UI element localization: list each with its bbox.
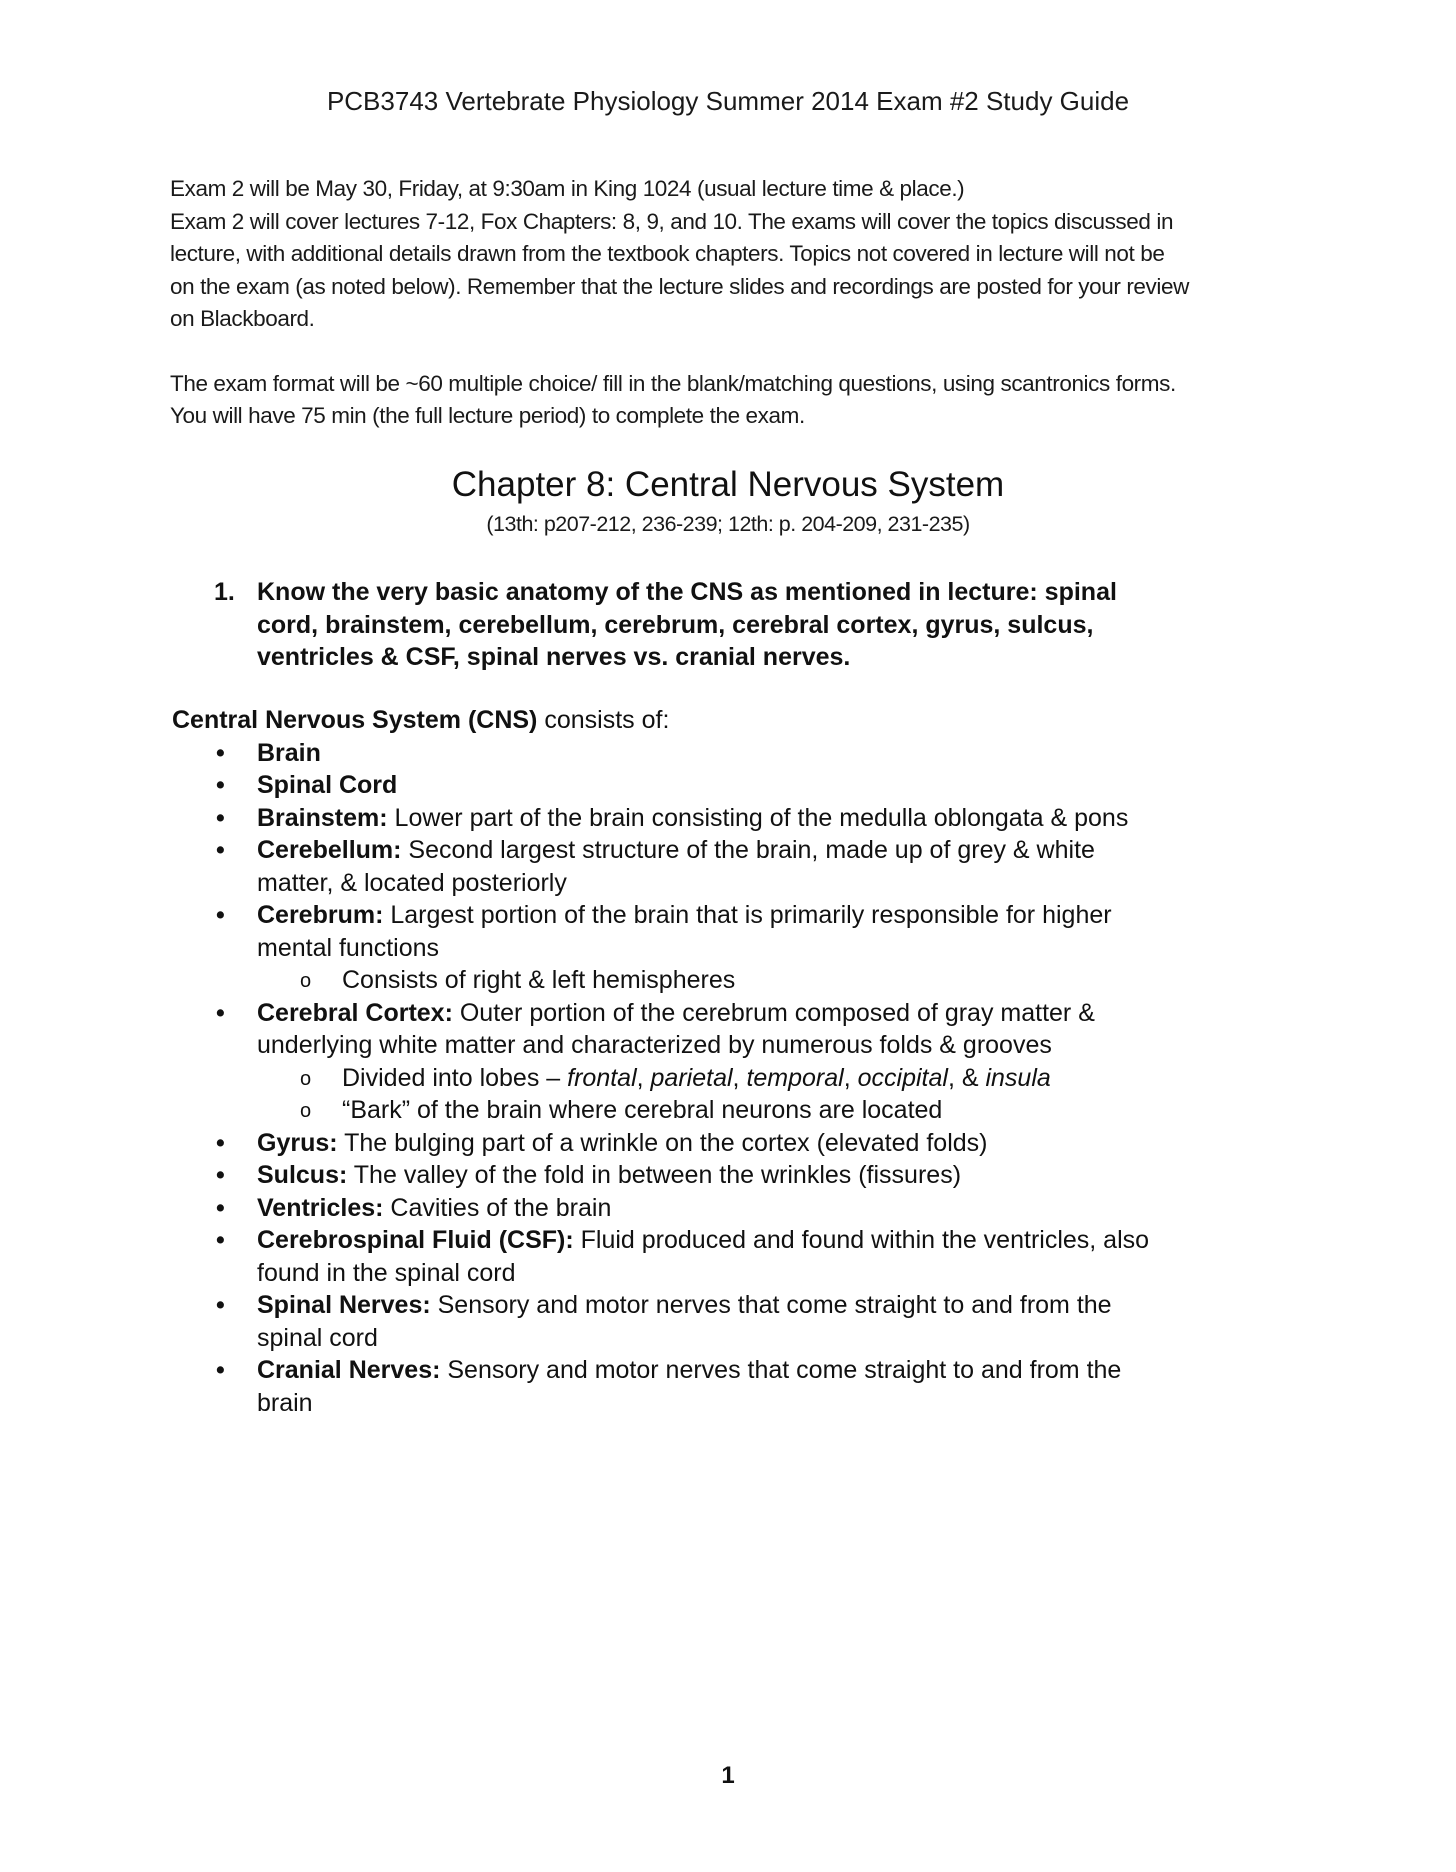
bullet-icon: •: [216, 1161, 225, 1189]
objective-item: [214, 576, 1274, 674]
exam-info: [170, 173, 1290, 433]
document-title: PCB3743 Vertebrate Physiology Summer 2014 Exam #2 Study Guide: [326, 86, 1130, 116]
sublist-item-text: Consists of right & left hemispheres: [342, 966, 736, 994]
list-item-text: The bulging part of a wrinkle on the cortex (elevated folds): [337, 1128, 988, 1157]
lobe-separator: ,: [732, 1063, 747, 1092]
objective-line: cord, brainstem, cerebellum, cerebrum, cerebral cortex, gyrus, sulcus,: [257, 610, 1094, 639]
sublist-item: [172, 1062, 1302, 1095]
list-item: [172, 1224, 1302, 1289]
lobe-insula: insula: [985, 1063, 1051, 1092]
list-item-text: Sensory and motor nerves that come straight to and from the: [440, 1356, 1122, 1384]
page-number: 1: [721, 1762, 735, 1789]
bullet-icon: •: [216, 1193, 225, 1222]
lobe-separator: , &: [947, 1063, 986, 1092]
list-item: [172, 1159, 1302, 1192]
list-item: [172, 997, 1302, 1062]
list-item-text: mental functions: [257, 933, 440, 962]
list-item-text: brain: [257, 1388, 313, 1417]
list-item-text: Largest portion of the brain that is primarily responsible for higher: [383, 901, 1112, 929]
exam-info-line: Exam 2 will be May 30, Friday, at 9:30am in King 1024 (usual lecture time & place.): [170, 176, 965, 201]
objective-line: ventricles & CSF, spinal nerves vs. cranial nerves.: [257, 643, 851, 671]
list-item-text: The valley of the fold in between the wrinkles (fissures): [347, 1161, 962, 1189]
cortex-sublist: [172, 1062, 1302, 1127]
bullet-icon: •: [216, 1128, 225, 1157]
list-item-term: Brainstem:: [257, 803, 388, 832]
list-item-term: Sulcus:: [257, 1161, 348, 1189]
list-item: [172, 899, 1302, 964]
list-item-term: Gyrus:: [257, 1128, 338, 1157]
list-item-term: Cerebral Cortex:: [257, 998, 453, 1027]
hollow-bullet-icon: o: [300, 1067, 312, 1090]
list-item-term: Spinal Nerves:: [257, 1291, 431, 1319]
cns-list-continued: [172, 997, 1302, 1062]
list-item-term: Ventricles:: [257, 1193, 384, 1222]
sublist-item-text: “Bark” of the brain where cerebral neurons are located: [342, 1096, 943, 1124]
bullet-icon: •: [216, 901, 225, 929]
bullet-icon: •: [216, 771, 225, 799]
sublist-item: [172, 1094, 1302, 1127]
list-item: [172, 802, 1302, 835]
cerebrum-sublist: [172, 964, 1302, 997]
list-item-text: matter, & located posteriorly: [257, 868, 567, 897]
list-item-term: Brain: [257, 738, 321, 767]
lobe-frontal: frontal: [567, 1063, 637, 1092]
list-item-text: underlying white matter and characterized by numerous folds & grooves: [257, 1031, 1052, 1059]
exam-info-line: on the exam (as noted below). Remember that the lecture slides and recordings are posted for your review: [170, 273, 1189, 299]
list-item: [172, 1289, 1302, 1354]
hollow-bullet-icon: o: [300, 1100, 312, 1122]
bullet-icon: •: [216, 738, 225, 767]
list-item-text: found in the spinal cord: [257, 1258, 516, 1287]
list-item-term: Spinal Cord: [257, 771, 398, 799]
cns-section: [172, 704, 1302, 1419]
list-item: [172, 1192, 1302, 1225]
list-item: [172, 1127, 1302, 1160]
lobe-parietal: parietal: [650, 1063, 733, 1092]
lobe-occipital: occipital: [857, 1063, 948, 1092]
cns-list-continued: [172, 1127, 1302, 1420]
exam-info-line: on Blackboard.: [170, 306, 315, 331]
chapter-title: Chapter 8: Central Nervous System: [451, 465, 1005, 504]
list-item: [172, 1354, 1302, 1419]
list-item-text: Outer portion of the cerebrum composed of gray matter &: [452, 998, 1095, 1027]
list-item-text: Sensory and motor nerves that come straight to and from the: [430, 1291, 1112, 1319]
lobe-separator: ,: [636, 1063, 651, 1092]
cns-list: [172, 737, 1302, 965]
list-item-term: Cerebrospinal Fluid (CSF):: [257, 1226, 574, 1254]
list-item-text: Fluid produced and found within the ventricles, also: [573, 1226, 1150, 1254]
list-item-term: Cerebellum:: [257, 836, 402, 864]
cns-lead-rest: consists of:: [537, 706, 670, 734]
lobe-temporal: temporal: [746, 1063, 844, 1092]
list-item-term: Cerebrum:: [257, 901, 384, 929]
lobe-separator: ,: [843, 1063, 858, 1092]
list-item: [172, 834, 1302, 899]
cns-lead: [172, 704, 1302, 737]
exam-format-line: The exam format will be ~60 multiple choice/ fill in the blank/matching questions, using scantronics forms.: [170, 370, 1176, 396]
objective-number: 1.: [214, 578, 235, 606]
chapter-page-references: (13th: p207-212, 236-239; 12th: p. 204-209, 231-235): [486, 512, 970, 536]
bullet-icon: •: [216, 1291, 225, 1319]
sublist-item: [172, 964, 1302, 997]
list-item-text: Lower part of the brain consisting of the medulla oblongata & pons: [387, 803, 1129, 832]
bullet-icon: •: [216, 1356, 225, 1384]
exam-info-line: Exam 2 will cover lectures 7-12, Fox Chapters: 8, 9, and 10. The exams will cover the topics discussed in: [170, 208, 1174, 234]
list-item-text: Cavities of the brain: [383, 1193, 612, 1222]
lobes-prefix: Divided into lobes –: [342, 1063, 568, 1092]
hollow-bullet-icon: o: [300, 970, 312, 992]
bullet-icon: •: [216, 1226, 225, 1254]
list-item-term: Cranial Nerves:: [257, 1356, 441, 1384]
list-item-text: Second largest structure of the brain, made up of grey & white: [401, 836, 1095, 864]
exam-info-line: lecture, with additional details drawn from the textbook chapters. Topics not covered in lecture will not be: [170, 241, 1165, 266]
list-item: [172, 737, 1302, 770]
list-item: [172, 769, 1302, 802]
bullet-icon: •: [216, 803, 225, 832]
bullet-icon: •: [216, 998, 225, 1027]
bullet-icon: •: [216, 836, 225, 864]
paragraph-gap: [170, 336, 1290, 368]
objective-line: Know the very basic anatomy of the CNS as mentioned in lecture: spinal: [257, 578, 1117, 606]
exam-format-line: You will have 75 min (the full lecture period) to complete the exam.: [170, 403, 805, 428]
list-item-text: spinal cord: [257, 1323, 378, 1352]
cns-lead-term: Central Nervous System (CNS): [172, 706, 538, 734]
